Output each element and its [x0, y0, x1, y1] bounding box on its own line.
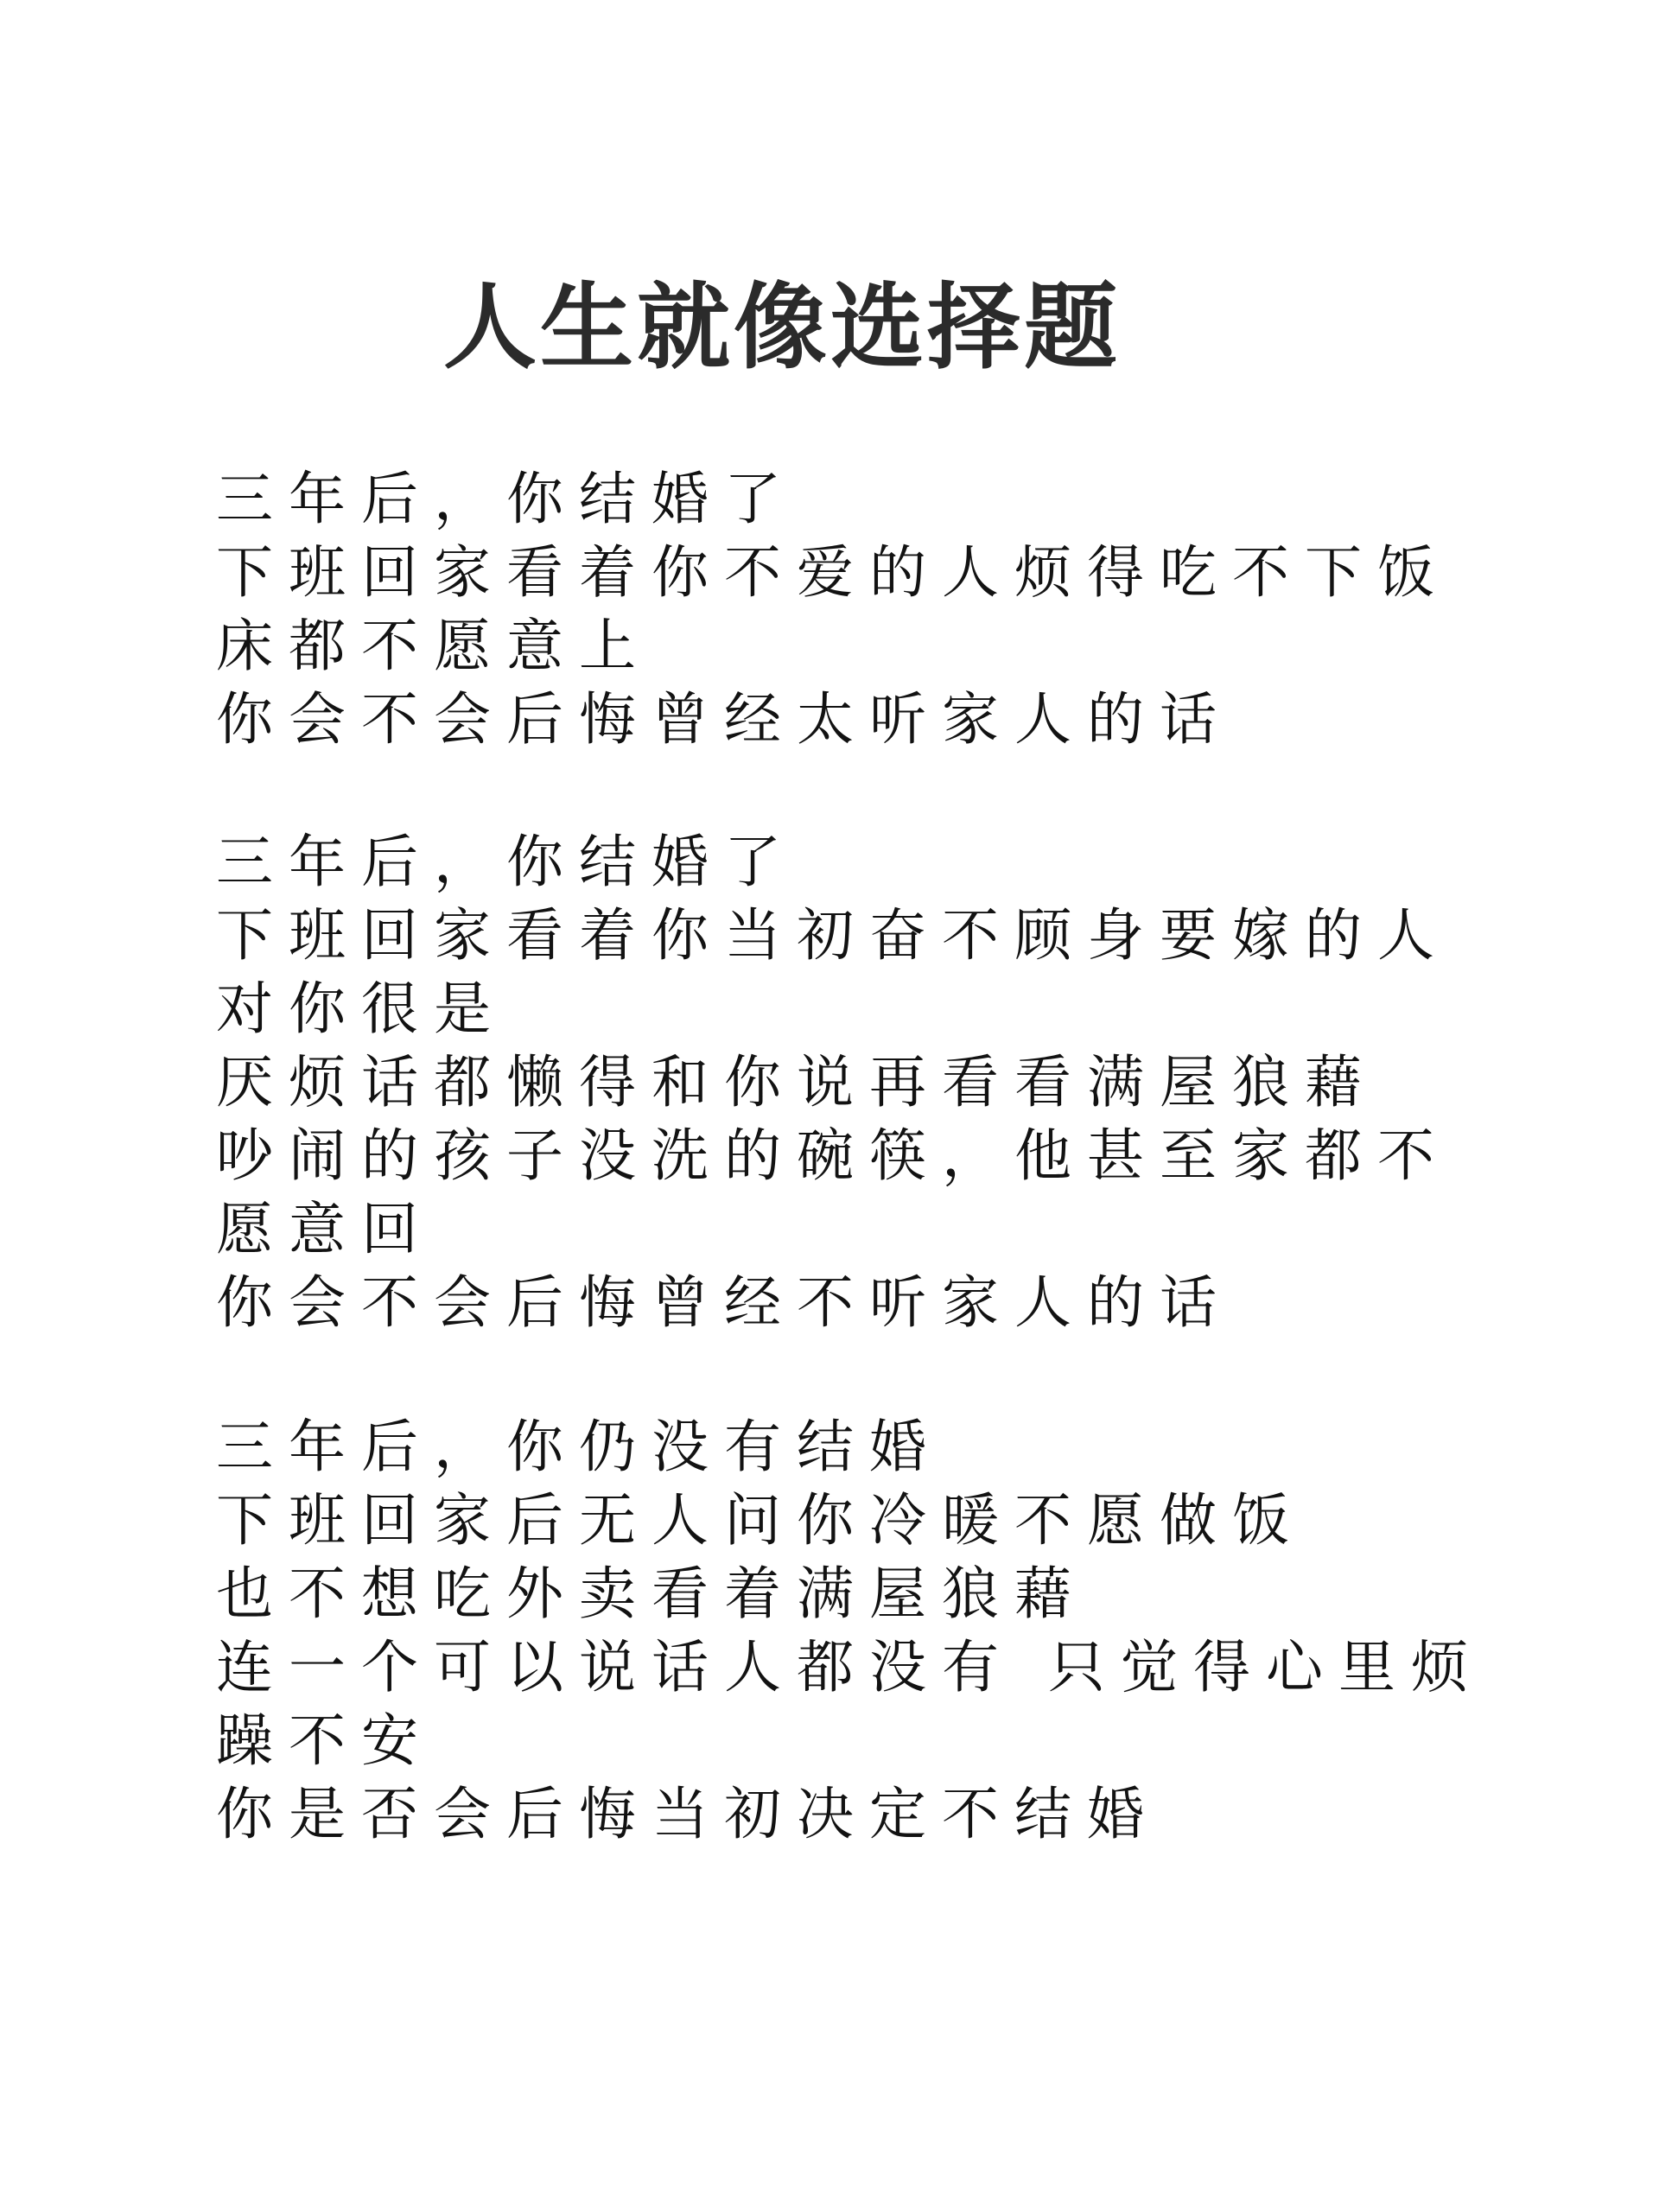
stanza-3 — [216, 1410, 1564, 1851]
stanza-line: 愿意回 — [216, 1196, 434, 1262]
stanza-line: 你会不会后悔曾经太听家人的话 — [216, 686, 1232, 753]
stanza-line: 三年后，你结婚了 — [216, 466, 797, 532]
stanza-line: 下班回家看着你不爱的人烦得吃不下饭 — [216, 539, 1450, 606]
stanza-line: 厌烦话都懒得和你说再看看满屋狼藉 — [216, 1049, 1377, 1116]
stanza-line: 吵闹的孩子没洗的碗筷，他甚至家都不 — [216, 1122, 1450, 1189]
stanza-line: 连一个可以说话人都没有 只觉得心里烦 — [216, 1634, 1484, 1700]
stanza-line: 下班回家看着你当初奋不顾身要嫁的人 — [216, 902, 1450, 969]
stanza-line: 你是否会后悔当初决定不结婚 — [216, 1781, 1160, 1847]
stanza-line: 床都不愿意上 — [216, 613, 652, 679]
stanza-line: 躁不安 — [216, 1707, 434, 1774]
stanza-2 — [216, 825, 1564, 1339]
stanza-line: 对你很是 — [216, 976, 506, 1042]
stanza-line: 下班回家后无人问你冷暖不愿做饭 — [216, 1487, 1305, 1554]
stanza-line: 也不想吃外卖看着满屋狼藉 — [216, 1560, 1087, 1627]
stanza-line: 你会不会后悔曾经不听家人的话 — [216, 1269, 1232, 1336]
stanza-1 — [216, 462, 1564, 756]
stanza-line: 三年后，你结婚了 — [216, 829, 797, 895]
stanza-line: 三年后，你仍没有结婚 — [216, 1414, 942, 1480]
page-title: 人生就像选择题 — [442, 274, 1121, 382]
